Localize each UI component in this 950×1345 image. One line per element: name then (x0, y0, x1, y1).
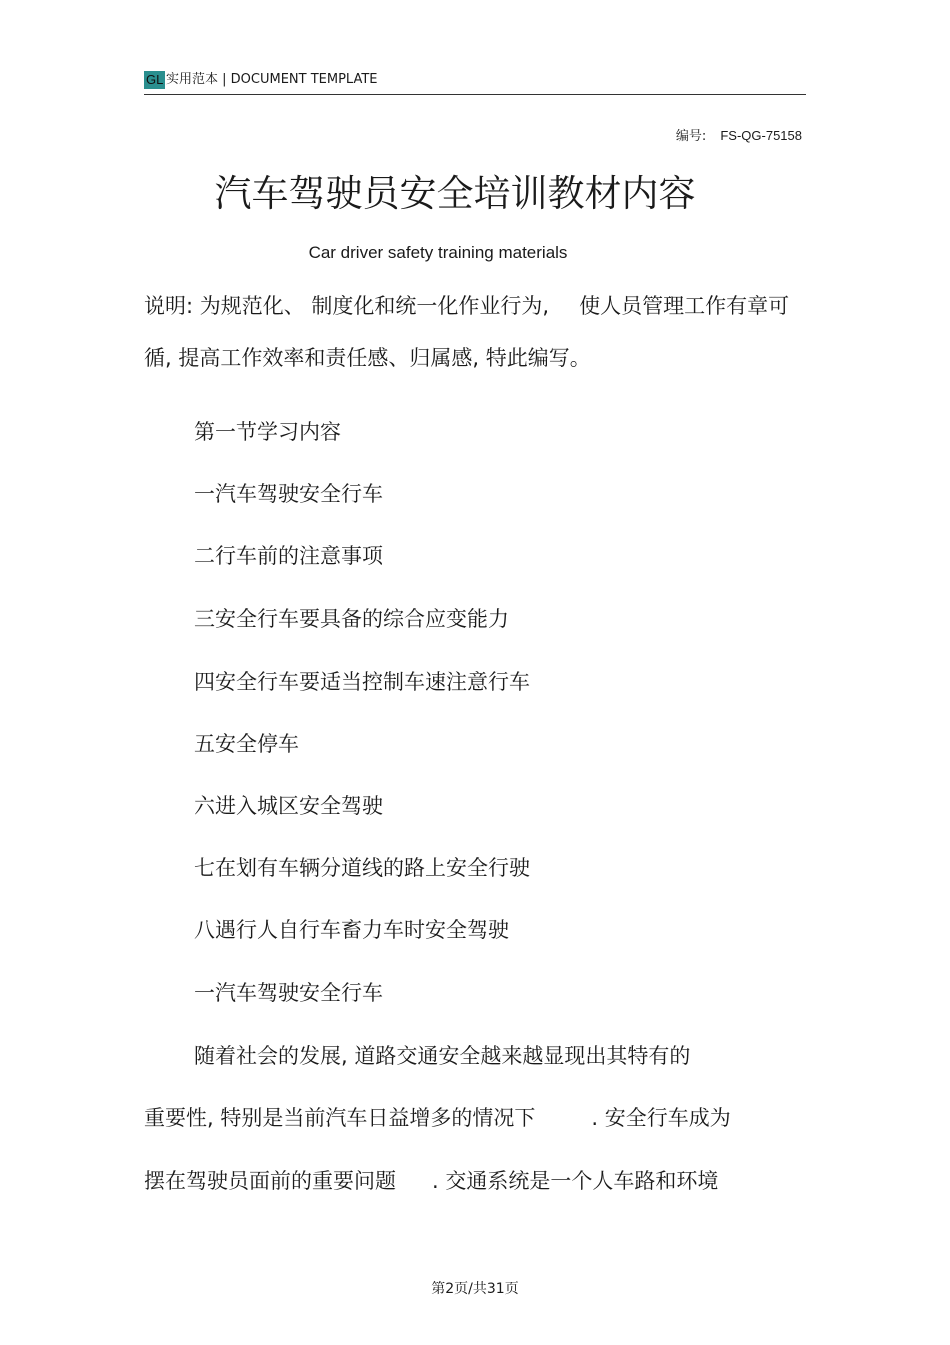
outline-item: 二行车前的注意事项 (194, 544, 383, 568)
description-line-2: 循, 提高工作效率和责任感、归属感, 特此编写。 (144, 346, 591, 370)
outline-item: 七在划有车辆分道线的路上安全行驶 (194, 856, 530, 880)
outline-item: 一汽车驾驶安全行车 (194, 482, 383, 506)
outline-item: 四安全行车要适当控制车速注意行车 (194, 670, 530, 694)
outline-item: 三安全行车要具备的综合应变能力 (194, 607, 509, 631)
document-title: 汽车驾驶员安全培训教材内容 (214, 172, 696, 215)
body-line-3 (144, 1165, 718, 1195)
outline-item: 一汽车驾驶安全行车 (194, 981, 383, 1005)
description-line-1 (144, 290, 789, 320)
body-text: 重要性, 特别是当前汽车日益增多的情况下 (144, 1106, 536, 1130)
document-number (676, 125, 802, 144)
logo-badge: GL (146, 72, 164, 87)
outline-item: 八遇行人自行车畜力车时安全驾驶 (194, 918, 509, 942)
body-text: 摆在驾驶员面前的重要问题 (144, 1169, 396, 1193)
page-header (144, 68, 806, 95)
body-text: . 交通系统是一个人车路和环境 (432, 1169, 719, 1193)
outline-item: 五安全停车 (194, 732, 299, 756)
description-text: 说明: 为规范化、 制度化和统一化作业行为, (144, 294, 550, 318)
outline-item: 第一节学习内容 (194, 420, 341, 444)
document-number-value: FS-QG-75158 (720, 128, 802, 143)
body-line-1: 随着社会的发展, 道路交通安全越来越显现出其特有的 (194, 1044, 691, 1068)
document-subtitle: Car driver safety training materials (308, 243, 568, 262)
document-number-label: 编号: (675, 129, 707, 144)
outline-item: 六进入城区安全驾驶 (194, 794, 383, 818)
description-text: 使人员管理工作有章可 (579, 294, 790, 318)
page-footer: 第2页/共31页 (431, 1281, 519, 1297)
body-line-2 (144, 1102, 731, 1132)
header-title: 实用范本 | DOCUMENT TEMPLATE (166, 72, 378, 87)
body-text: . 安全行车成为 (591, 1106, 731, 1130)
